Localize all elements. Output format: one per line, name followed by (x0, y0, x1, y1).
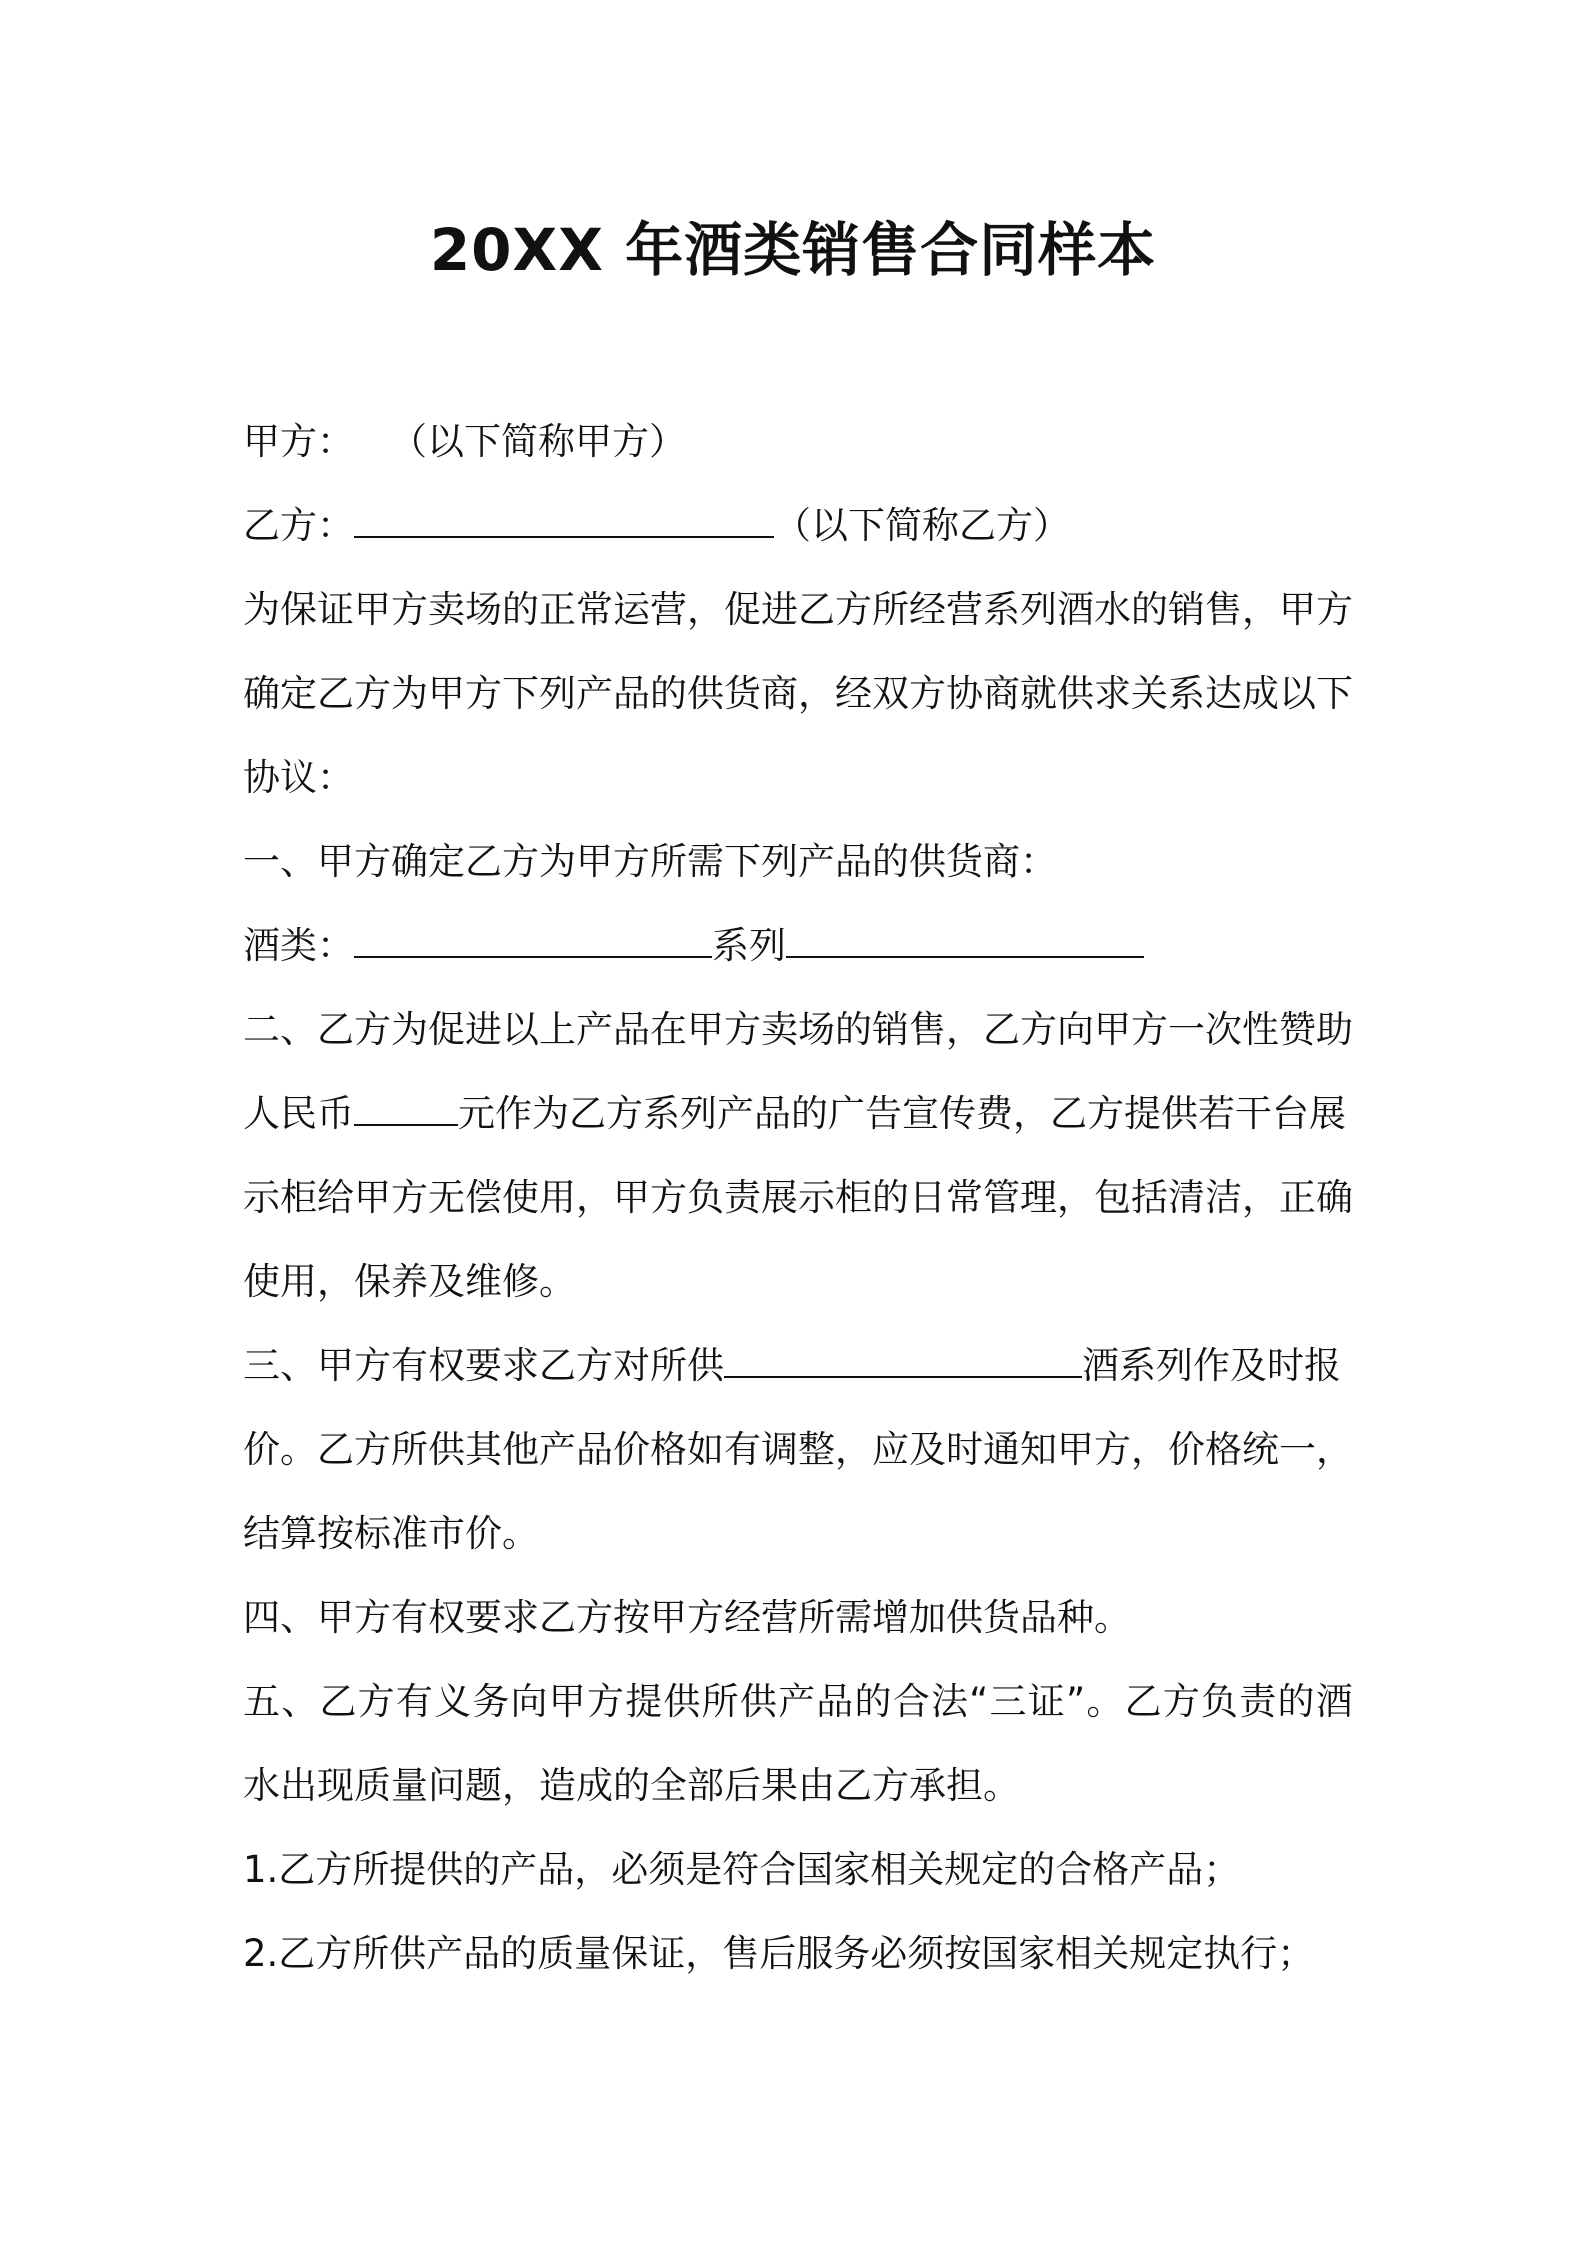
party-a-label: 甲方： (243, 420, 354, 463)
wine-label: 酒类： (243, 924, 354, 967)
clause-1-text: 一、甲方确定乙方为甲方所需下列产品的供货商： (243, 840, 1057, 883)
document-title: 20XX 年酒类销售合同样本 (429, 216, 1157, 284)
clause-2-line-3: 示 柜 给 甲 方 无 偿 使 用 ， 甲 方 负 责 展 示 柜 的 日 常 管 理 ， 包 括 清 洁 ， 正 确 (243, 1176, 1353, 1219)
series-blank[interactable] (786, 926, 1144, 958)
clause-2-line-1: 二 、 乙 方 为 促 进 以 上 产 品 在 甲 方 卖 场 的 销 售 ， 乙 方 向 甲 方 一 次 性 赞 助 (243, 1008, 1353, 1051)
clause-3-line-1 (243, 1324, 1353, 1408)
clause-5-line-1: 五 、 乙 方 有 义 务 向 甲 方 提 供 所 供 产 品 的 合 法 “ 三 证 ” 。 乙 方 负 责 的 酒 (243, 1680, 1353, 1723)
clause-2-line-2 (243, 1072, 1353, 1156)
party-b-label: 乙方： (243, 504, 354, 547)
party-a-suffix: （以下简称甲方） (390, 420, 686, 463)
clause-3-line-2: 价 。 乙 方 所 供 其 他 产 品 价 格 如 有 调 整 ， 应 及 时 通 知 甲 方 ， 价 格 统 一 ， (243, 1428, 1353, 1471)
clause-5-line-2: 水出现质量问题，造成的全部后果由乙方承担。 (243, 1764, 1020, 1807)
clause-5-item-1: 1.乙方所提供的产品，必须是符合国家相关规定的合格产品； (243, 1848, 1241, 1891)
clause-1-wine-line (243, 904, 1353, 988)
wine-blank[interactable] (354, 926, 712, 958)
clause-3-line-3: 结算按标准市价。 (243, 1512, 539, 1555)
clause-4-text: 四、甲方有权要求乙方按甲方经营所需增加供货品种。 (243, 1596, 1131, 1639)
party-b-suffix: （以下简称乙方） (774, 504, 1070, 547)
rmb-label: 人民币 (243, 1092, 354, 1135)
party-b-line (243, 484, 1353, 568)
clause-3-prefix: 三、甲方有权要求乙方对所供 (243, 1344, 724, 1387)
series-label: 系列 (712, 924, 786, 967)
document-body (243, 400, 1353, 1996)
intro-line-3: 协议： (243, 756, 354, 799)
supply-wine-blank[interactable] (724, 1346, 1082, 1378)
intro-line-1: 为 保 证 甲 方 卖 场 的 正 常 运 营 ， 促 进 乙 方 所 经 营 系 列 酒 水 的 销 售 ， 甲 方 (243, 588, 1353, 631)
party-a-line (243, 400, 1353, 484)
amount-blank[interactable] (354, 1094, 458, 1126)
clause-2-line-4: 使用，保养及维修。 (243, 1260, 576, 1303)
clause-3-suffix: 酒系列作及时报 (1082, 1344, 1341, 1387)
clause-2-line-2-rest: 元作为乙方系列产品的广告宣传费，乙方提供若干台展 (458, 1092, 1346, 1135)
clause-5-item-2: 2.乙方所供产品的质量保证，售后服务必须按国家相关规定执行； (243, 1932, 1315, 1975)
party-b-blank[interactable] (354, 506, 774, 538)
intro-line-2: 确 定 乙 方 为 甲 方 下 列 产 品 的 供 货 商 ， 经 双 方 协 商 就 供 求 关 系 达 成 以 下 (243, 672, 1353, 715)
